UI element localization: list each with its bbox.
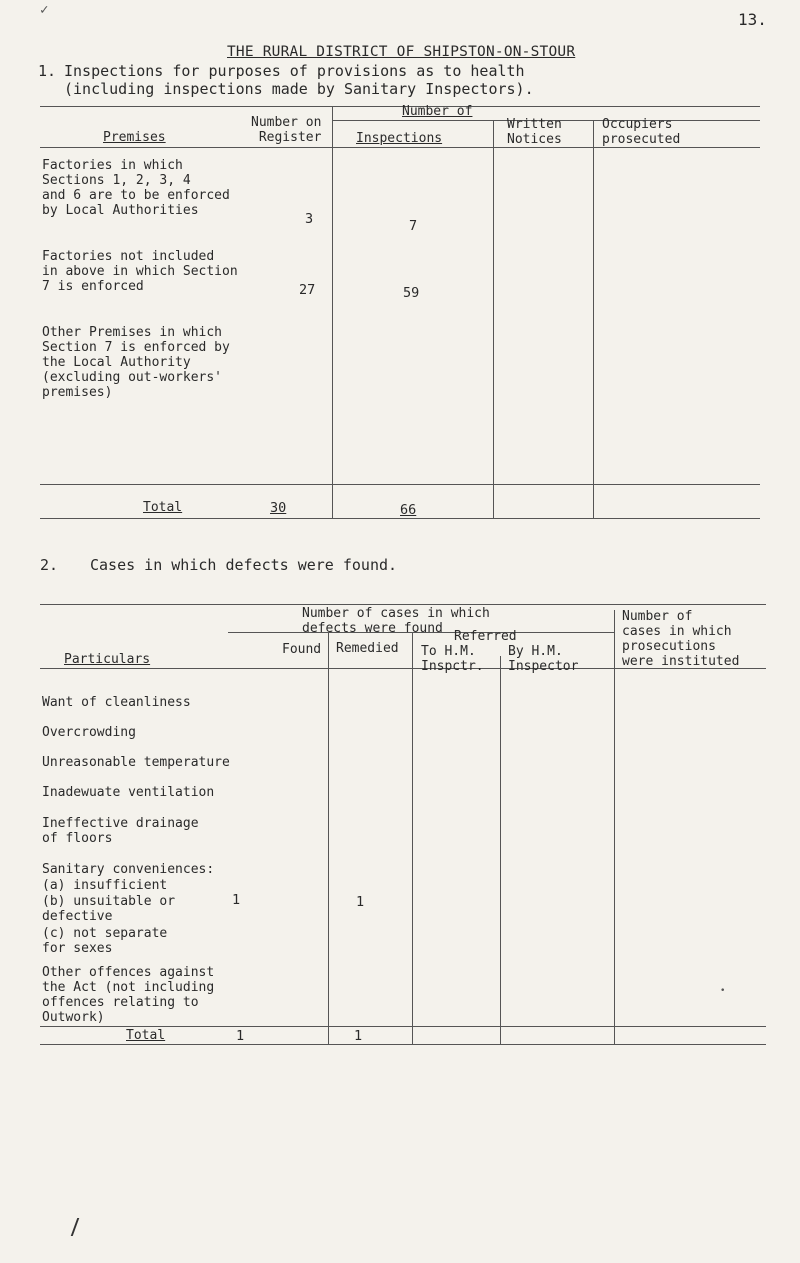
- table1-row-premises: Other Premises in which Section 7 is enforced by the Local Authority (excluding out-workers' premises): [42, 325, 230, 400]
- table2-total-rule: [40, 1026, 766, 1027]
- table2-row-label: (a) insufficient: [42, 878, 168, 893]
- section1-heading-line1: Inspections for purposes of provisions as to health: [64, 62, 525, 80]
- table2-col-divider: [328, 632, 329, 1044]
- table1-total-register: 30: [270, 500, 287, 516]
- table2-row-label: Sanitary conveniences:: [42, 862, 215, 877]
- col-inspections: Inspections: [356, 131, 443, 146]
- col-prosecutions: Number of cases in which prosecutions were instituted: [622, 609, 740, 669]
- col-notices: Written Notices: [507, 117, 562, 147]
- col-particulars: Particulars: [64, 652, 151, 667]
- table1-header-rule: [40, 147, 760, 148]
- page-number: 13.: [738, 10, 767, 29]
- table1-total-inspections: 66: [400, 502, 417, 518]
- section2-number: 2.: [40, 556, 59, 574]
- col-remedied: Remedied: [336, 641, 399, 656]
- table2-bottom-rule: [40, 1044, 766, 1045]
- table1-bottom-rule: [40, 518, 760, 519]
- table1-row-premises: Factories in which Sections 1, 2, 3, 4 and 6 are to be enforced by Local Authorities: [42, 158, 230, 218]
- group-referred: Referred: [454, 629, 517, 644]
- table2-row-label: Inadewuate ventilation: [42, 785, 215, 800]
- table1-row-premises: Factories not included in above in which Section 7 is enforced: [42, 249, 238, 294]
- table1-col-divider: [332, 106, 333, 518]
- margin-mark: ✓: [40, 2, 49, 18]
- table2-row-label: (b) unsuitable or defective: [42, 894, 176, 924]
- page-title: THE RURAL DISTRICT OF SHIPSTON-ON-STOUR: [227, 44, 576, 60]
- table2-col-divider: [500, 656, 501, 1044]
- section1-heading-line2: (including inspections made by Sanitary Inspectors).: [64, 80, 534, 98]
- table2-row-label: Overcrowding: [42, 725, 136, 740]
- table1-row-register: 27: [299, 282, 316, 298]
- col-found: Found: [282, 642, 322, 657]
- table2-row-label: (c) not separate for sexes: [42, 926, 168, 956]
- margin-tick-mark: [71, 1218, 94, 1236]
- section2-heading: Cases in which defects were found.: [90, 556, 398, 574]
- col-register: Number on Register: [251, 115, 322, 145]
- stray-mark: •: [720, 986, 726, 996]
- group-number-of: Number of: [402, 104, 473, 119]
- table1-row-register: 3: [305, 211, 314, 227]
- section1-number: 1.: [38, 62, 57, 80]
- table1-col-divider: [593, 120, 594, 518]
- group-defects: Number of cases in which defects were found: [302, 606, 490, 636]
- col-by-hmi: By H.M. Inspector: [508, 644, 579, 674]
- col-premises: Premises: [103, 130, 166, 145]
- table2-total-label: Total: [126, 1028, 166, 1043]
- table1-row-inspections: 59: [403, 285, 420, 301]
- table2-total-remedied: 1: [354, 1028, 363, 1044]
- table2-row-label: Other offences against the Act (not including offences relating to Outwork): [42, 965, 215, 1025]
- table1-top-rule: [40, 106, 760, 107]
- col-to-hmi: To H.M. Inspctr.: [421, 644, 484, 674]
- table2-col-divider: [614, 610, 615, 1044]
- table1-total-rule: [40, 484, 760, 485]
- table2-row-label: Ineffective drainage of floors: [42, 816, 199, 846]
- table1-col-divider: [493, 120, 494, 518]
- table2-row-label: Unreasonable temperature: [42, 755, 230, 770]
- table2-row-remedied: 1: [356, 894, 365, 910]
- table2-col-divider: [412, 632, 413, 1044]
- table2-row-found: 1: [232, 892, 241, 908]
- table2-total-found: 1: [236, 1028, 245, 1044]
- col-prosecuted: Occupiers prosecuted: [602, 117, 681, 147]
- table2-top-rule: [40, 604, 766, 605]
- table1-row-inspections: 7: [409, 218, 418, 234]
- table2-row-label: Want of cleanliness: [42, 695, 191, 710]
- table1-total-label: Total: [143, 500, 183, 515]
